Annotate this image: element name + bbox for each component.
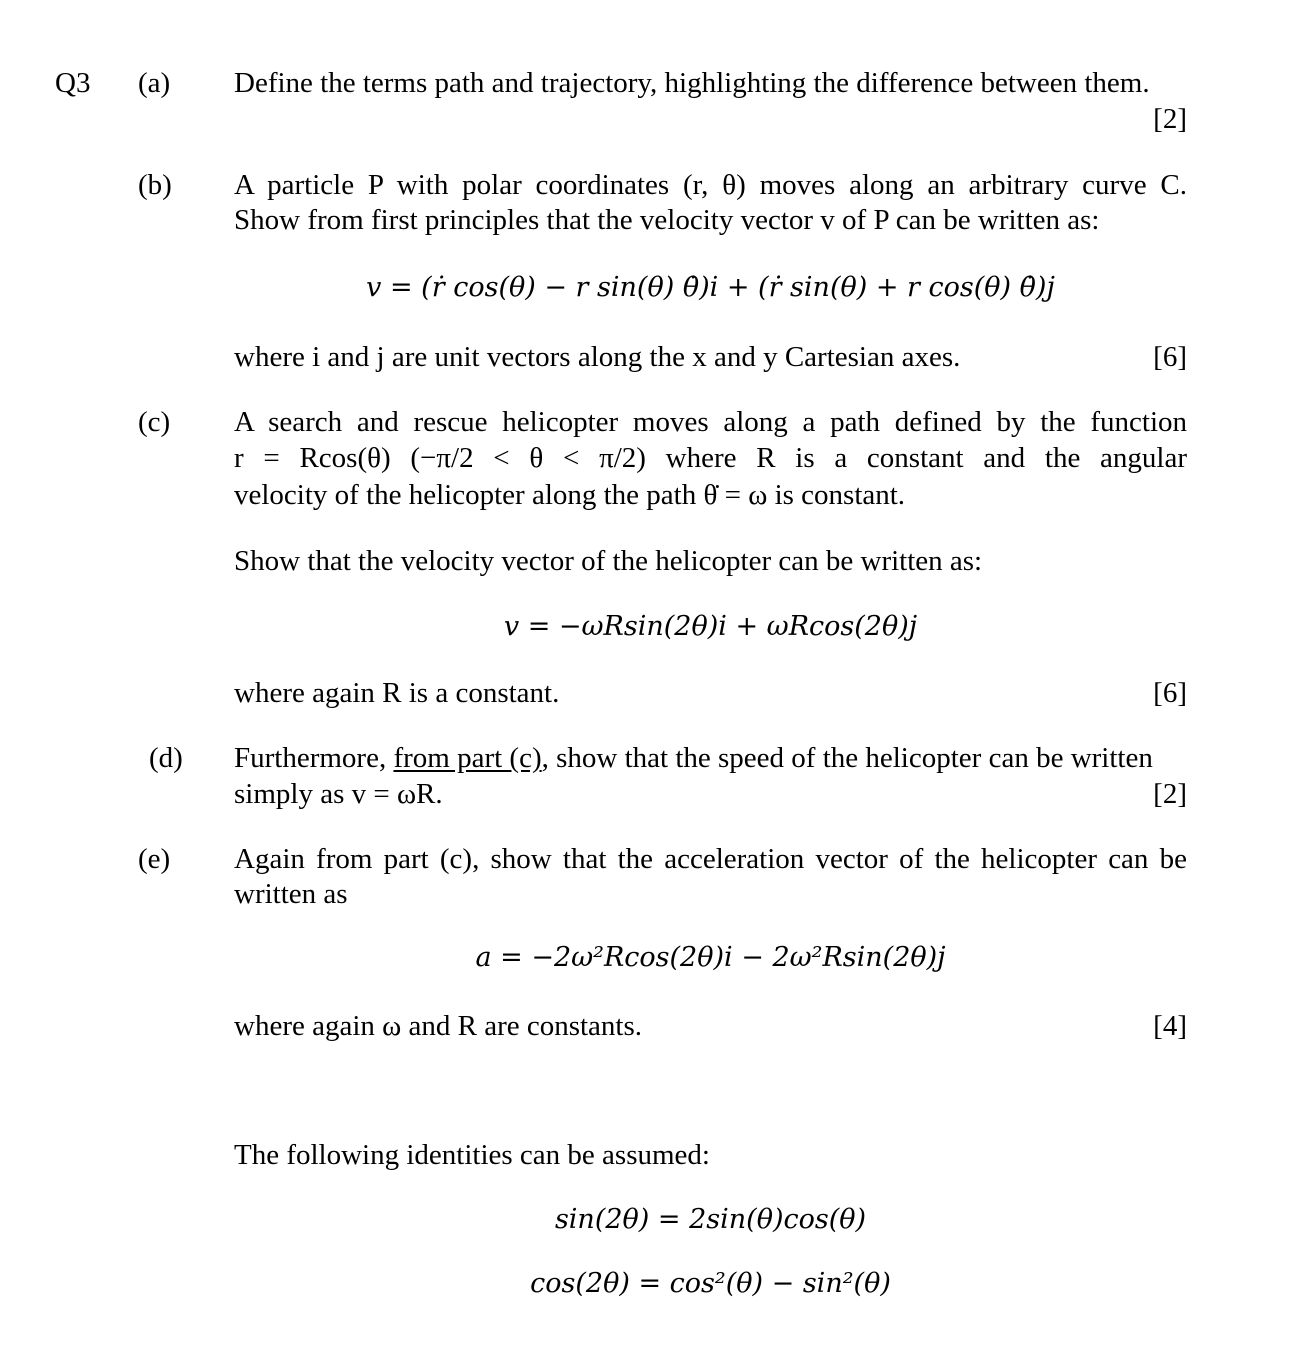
part-d-line1 <box>234 741 1153 776</box>
part-b-where: where i and j are unit vectors along the x and y Cartesian axes. <box>234 341 961 373</box>
part-e-equation: a = −2ω²Rcos(2θ)i − 2ω²Rsin(2θ)j <box>475 942 946 973</box>
part-c-line1: A search and rescue helicopter moves along a path defined by the function <box>234 406 1187 438</box>
part-c-label: (c) <box>138 406 171 438</box>
part-c-where: where again R is a constant. <box>234 677 560 709</box>
part-d-underlined: from part (c) <box>393 742 542 774</box>
part-e-block <box>234 842 1187 1052</box>
part-d-line1-post: , show that the speed of the helicopter can be written <box>541 742 1153 774</box>
identity-2: cos(2θ) = cos²(θ) − sin²(θ) <box>530 1268 891 1299</box>
part-c-marks: [6] <box>1153 677 1187 709</box>
part-c-line4: Show that the velocity vector of the helicopter can be written as: <box>234 545 983 577</box>
part-b-label: (b) <box>138 169 172 201</box>
part-a-block <box>234 66 1187 146</box>
part-d-line1-pre: Furthermore, <box>234 742 394 774</box>
part-b-marks: [6] <box>1153 341 1187 373</box>
identities-intro: The following identities can be assumed: <box>234 1139 710 1171</box>
part-c-line2: r = Rcos(θ) (−π/2 < θ < π/2) where R is a constant and the angular <box>234 442 1187 474</box>
question-number: Q3 <box>55 67 91 99</box>
part-b-line1: A particle P with polar coordinates (r, θ) moves along an arbitrary curve C. <box>234 169 1187 201</box>
part-a-marks: [2] <box>1153 103 1187 135</box>
part-e-marks: [4] <box>1153 1010 1187 1042</box>
part-c-block <box>234 405 1187 715</box>
part-b-block <box>234 168 1187 388</box>
part-e-label: (e) <box>138 843 171 875</box>
part-c-equation: v = −ωRsin(2θ)i + ωRcos(2θ)j <box>503 611 918 642</box>
part-d-line2: simply as v = ωR. <box>234 778 443 810</box>
part-e-where: where again ω and R are constants. <box>234 1010 643 1042</box>
part-b-line2: Show from first principles that the velocity vector v of P can be written as: <box>234 204 1100 236</box>
part-e-line2: written as <box>234 878 348 910</box>
part-a-text: Define the terms path and trajectory, highlighting the difference between them. <box>234 67 1150 99</box>
part-d-block <box>234 741 1187 821</box>
part-d-marks: [2] <box>1153 778 1187 810</box>
identities-block <box>234 1138 1187 1318</box>
part-a-label: (a) <box>138 67 171 99</box>
part-c-line3: velocity of the helicopter along the path θ̇ = ω is constant. <box>234 479 906 511</box>
identity-1: sin(2θ) = 2sin(θ)cos(θ) <box>554 1204 867 1235</box>
part-d-label: (d) <box>149 742 183 774</box>
part-b-equation: v = (ṙ cos(θ) − r sin(θ) θ̇)i + (ṙ sin(θ) + r cos(θ) θ̇)j <box>366 272 1055 303</box>
part-e-line1: Again from part (c), show that the acceleration vector of the helicopter can be <box>234 843 1187 875</box>
